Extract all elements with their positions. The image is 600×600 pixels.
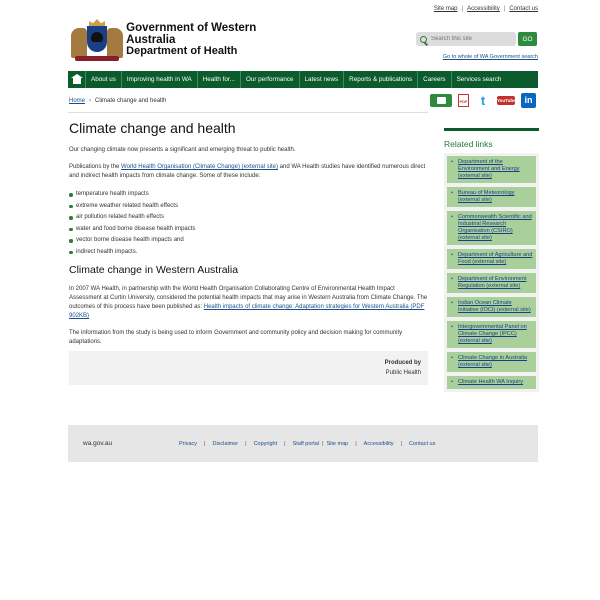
divider (68, 112, 428, 113)
related-links-title: Related links (444, 139, 493, 149)
wa-study-paragraph (69, 285, 428, 321)
nav-home-button[interactable] (68, 71, 86, 88)
nav-item-health-for[interactable]: Health for... (198, 71, 241, 88)
logo-line-department: Department of Health (126, 45, 238, 58)
footer-links (179, 441, 435, 447)
separator: | (322, 440, 324, 447)
list-item: vector borne disease health impacts and (69, 235, 428, 247)
pdf-icon[interactable]: PDF (458, 94, 469, 107)
footer-contact-us-link[interactable]: Contact us (409, 440, 436, 447)
study-usage-paragraph: The information from the study is being used to inform Government and community policy and decision making for community adaptations. (69, 330, 403, 345)
footer-site-map-link[interactable]: Site map (326, 440, 349, 447)
footer-accessibility-link[interactable]: Accessibility (363, 440, 394, 447)
main-content (69, 120, 428, 355)
related-link[interactable]: • Department of Environment Regulation (external site) (447, 273, 536, 293)
intro-paragraph: Our changing climate now presents a significant and emerging threat to public health. (69, 147, 296, 153)
printer-icon (437, 97, 446, 104)
list-item: air pollution related health effects (69, 212, 428, 224)
related-link[interactable]: • Climate Health WA Inquiry (447, 376, 536, 389)
footer-privacy-link[interactable]: Privacy (179, 440, 198, 447)
impacts-list (69, 189, 428, 258)
separator: | (245, 440, 247, 447)
nav-item-reports-publications[interactable]: Reports & publications (344, 71, 418, 88)
search-box (416, 32, 516, 46)
logo-line-government: Government of Western Australia (126, 22, 257, 47)
breadcrumb (69, 98, 166, 104)
sidebar-bar (444, 128, 539, 131)
related-link[interactable]: • Department of Agriculture and Food (external site) (447, 249, 536, 269)
list-item: extreme weather related health effects (69, 201, 428, 213)
separator: | (204, 440, 206, 447)
related-link[interactable]: • Commonwealth Scientific and Industrial Research Organisation (CSIRO) (external site) (447, 211, 536, 245)
breadcrumb-current: Climate change and health (95, 98, 167, 104)
related-links-list (444, 153, 539, 392)
publications-paragraph (69, 163, 428, 181)
nav-item-our-performance[interactable]: Our performance (241, 71, 300, 88)
related-link[interactable]: • Climate Change in Australia (external site) (447, 352, 536, 372)
adaptation-strategies-pdf-link[interactable]: Health impacts of climate change: Adaptation strategies for Western Australia (PDF 902KB) (69, 304, 425, 319)
text: and WA Health studies have identified numerous direct and indirect health impacts from climate change. Some of these include: (69, 164, 426, 179)
list-item: temperature health impacts (69, 189, 428, 201)
main-nav (68, 71, 538, 88)
related-link[interactable]: • Department of the Environment and Energy (external site) (447, 156, 536, 183)
utility-links (434, 6, 538, 12)
produced-by-box (69, 351, 428, 385)
text: In 2007 WA Health, in partnership with the World Health Organisation Collaborating Centre of Environmental Health Impact Assessment at Curtin University, considered the potential health impacts that may arise in Western Australia from Climate Change. The outcomes of this process have been published as: (69, 286, 428, 310)
list-item: indirect health impacts. (69, 247, 428, 259)
linkedin-icon[interactable]: in (521, 93, 536, 108)
separator: | (400, 440, 403, 447)
separator: | (284, 440, 286, 447)
footer-copyright-link[interactable]: Copyright (253, 440, 278, 447)
page-title: Climate change and health (69, 120, 236, 136)
nav-item-careers[interactable]: Careers (418, 71, 451, 88)
site-map-link[interactable]: Site map (433, 6, 458, 12)
footer (68, 425, 538, 462)
text: Publications by the (69, 164, 122, 170)
breadcrumb-separator: › (89, 98, 92, 104)
related-link[interactable]: • Indian Ocean Climate Initiative (IOCI) (external site) (447, 297, 536, 317)
list-item: water and food borne disease health impacts (69, 224, 428, 236)
share-toolbar (430, 93, 536, 108)
nav-item-improving-health[interactable]: Improving health in WA (122, 71, 198, 88)
separator: | (461, 6, 464, 12)
page (59, 0, 550, 600)
wa-crest-icon (69, 18, 122, 62)
who-climate-change-link[interactable]: World Health Organisation (Climate Change) (external site) (121, 164, 278, 170)
footer-disclaimer-link[interactable]: Disclaimer (212, 440, 239, 447)
related-link[interactable]: • Bureau of Meteorology (external site) (447, 187, 536, 207)
footer-staff-portal-link[interactable]: Staff portal (292, 440, 320, 447)
section-heading: Climate change in Western Australia (69, 264, 239, 276)
wa-government-search-link[interactable]: Go to whole of WA Government search (442, 54, 538, 60)
related-link[interactable]: • Intergovernmental Panel on Climate Change (IPCC) (external site) (447, 321, 536, 348)
breadcrumb-home-link[interactable]: Home (69, 98, 86, 104)
separator: | (503, 6, 506, 12)
contact-us-link[interactable]: Contact us (509, 6, 538, 12)
youtube-icon[interactable]: YouTube (497, 98, 516, 103)
produced-by-value: Public Health (385, 370, 421, 376)
logo-text (126, 22, 299, 58)
search-input[interactable] (431, 36, 511, 42)
print-button[interactable] (430, 94, 452, 107)
twitter-icon[interactable]: t (480, 93, 486, 108)
site-logo[interactable] (69, 18, 299, 62)
search-icon (420, 36, 427, 43)
search-go-button[interactable]: GO (518, 32, 537, 46)
produced-by-label: Produced by (384, 360, 421, 366)
separator: | (355, 440, 357, 447)
nav-item-services-search[interactable]: Services search (456, 76, 502, 83)
accessibility-link[interactable]: Accessibility (467, 6, 500, 12)
nav-item-latest-news[interactable]: Latest news (300, 71, 345, 88)
nav-item-about-us[interactable]: About us (86, 71, 122, 88)
footer-brand[interactable]: wa.gov.au (83, 440, 113, 447)
related-links-sidebar (444, 128, 539, 392)
home-icon (73, 78, 81, 84)
